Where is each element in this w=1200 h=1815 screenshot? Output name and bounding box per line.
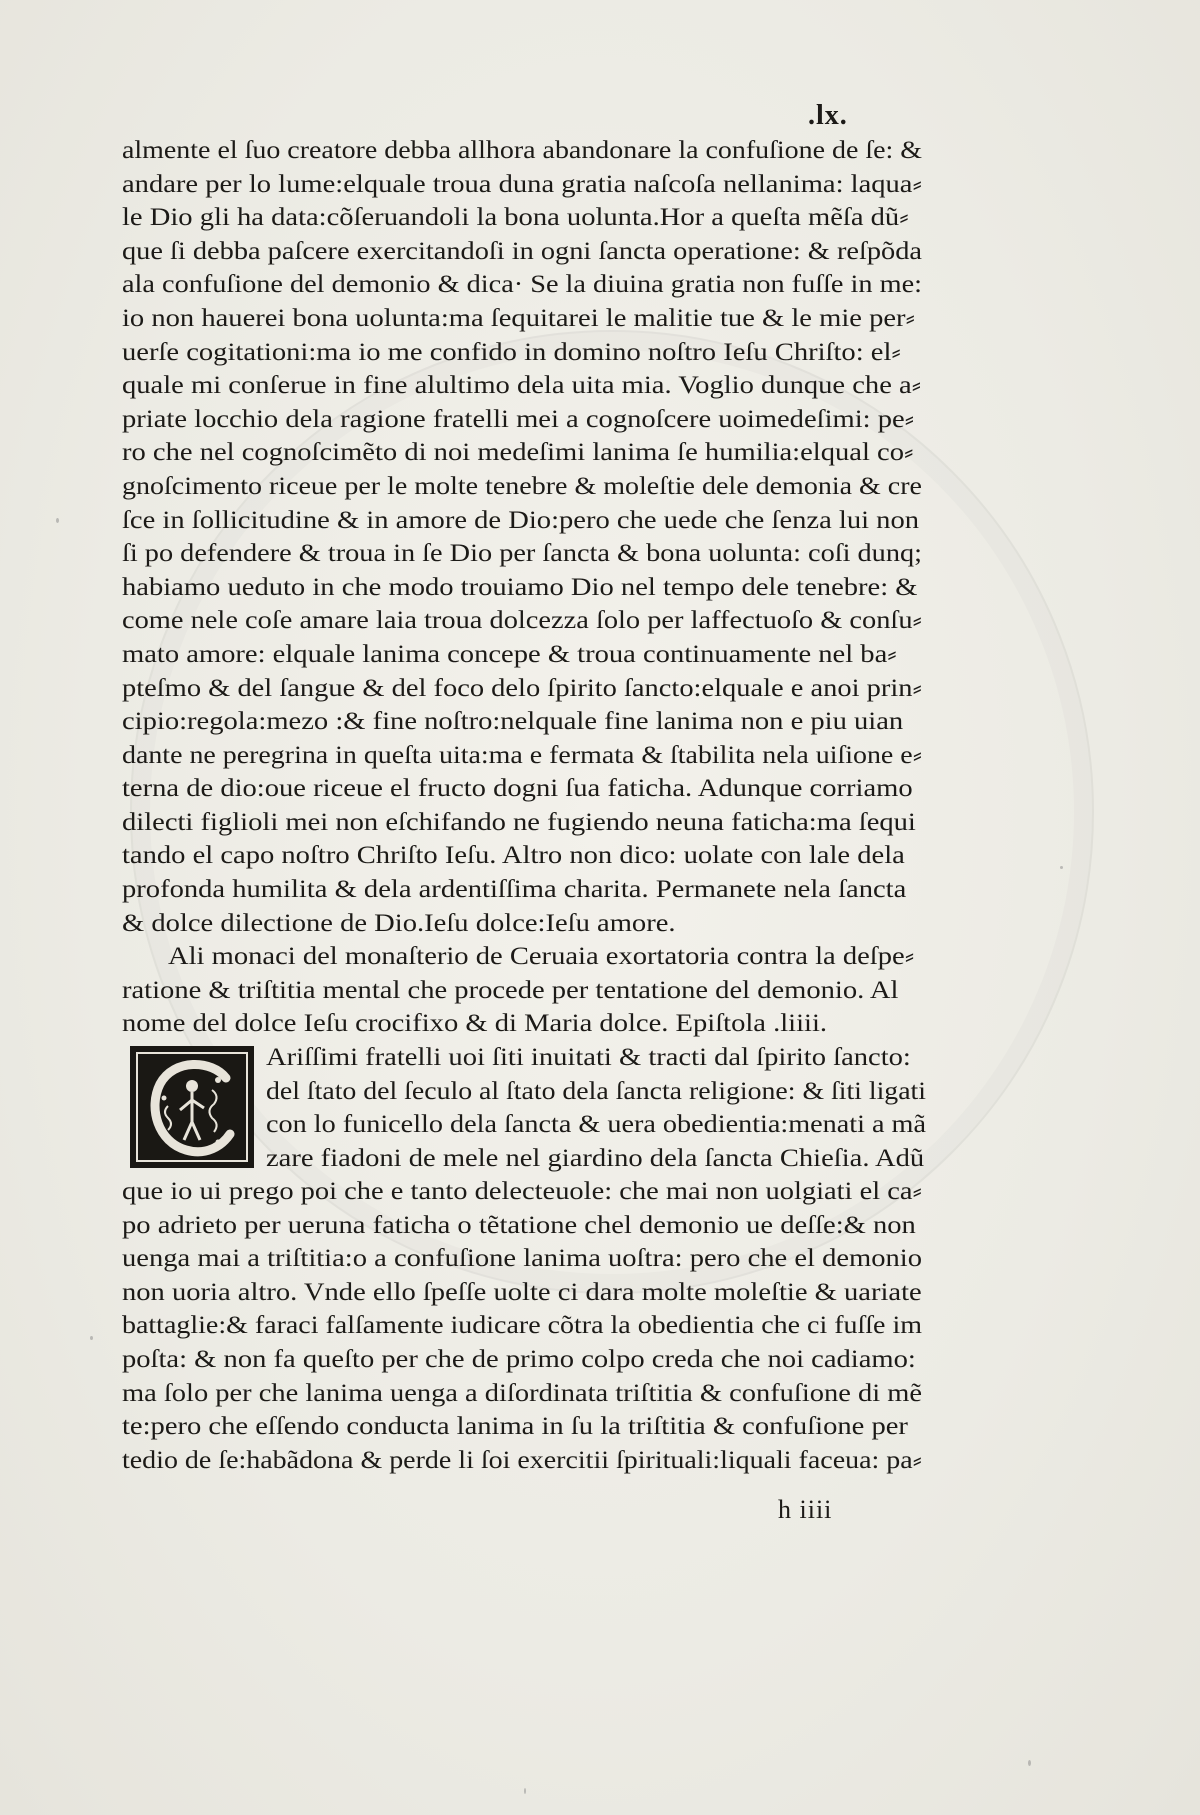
body-paragraph-bottom bbox=[122, 1174, 922, 1476]
text-line: tando el capo noſtro Chriſto Ieſu. Altro non dico: uolate con lale dela bbox=[122, 840, 905, 870]
text-line: quale mi conſerue in fine alultimo dela uita mia. Voglio dunque che a⸗ bbox=[122, 370, 922, 400]
text-line: dilecti figlioli mei non eſchifando ne fugiendo neuna faticha:ma ſequi bbox=[122, 806, 916, 836]
text-line: gnoſcimento riceue per le molte tenebre & moleſtie dele demonia & cre bbox=[122, 470, 922, 500]
paper-speck bbox=[1060, 866, 1063, 869]
paper-speck bbox=[1028, 1760, 1031, 1766]
letter-heading bbox=[122, 939, 922, 1040]
decorated-initial-c-icon bbox=[130, 1046, 254, 1168]
text-line: poſta: & non fa queſto per che de primo colpo creda che noi cadiamo: bbox=[122, 1344, 916, 1373]
text-line: battaglie:& faraci falſamente iudicare cõtra la obedientia che ci fuſſe im bbox=[122, 1310, 922, 1340]
text-line: tedio de ſe:habãdona & perde li ſoi exercitii ſpirituali:liquali faceua: pa⸗ bbox=[122, 1444, 922, 1474]
text-line: pteſmo & del ſangue & del foco delo ſpirito ſancto:elquale e anoi prin⸗ bbox=[122, 672, 922, 702]
text-line: ſce in ſollicitudine & in amore de Dio:pero che uede che ſenza lui non bbox=[122, 504, 920, 534]
text-line: ma ſolo per che lanima uenga a diſordinata triſtitia & confuſione di mẽ bbox=[122, 1377, 922, 1407]
text-line: ala confuſione del demonio & dica· Se la diuina gratia non fuſſe in me: bbox=[122, 269, 922, 299]
text-line: mato amore: elquale lanima concepe & troua continuamente nel ba⸗ bbox=[122, 638, 897, 668]
text-line: ſi po defendere & troua in ſe Dio per ſancta & bona uolunta: coſi dunq; bbox=[122, 538, 922, 568]
text-line: dante ne peregrina in queſta uita:ma e fermata & ſtabilita nela uiſione e⸗ bbox=[122, 739, 922, 769]
text-line: uenga mai a triſtitia:o a confuſione lanima uoſtra: pero che el demonio bbox=[122, 1243, 922, 1273]
text-line: Ariſſimi fratelli uoi ſiti inuitati & tracti dal ſpirito ſancto: bbox=[266, 1042, 911, 1072]
text-line: cipio:regola:mezo :& fine noſtro:nelquale fine lanima non e piu uian bbox=[122, 706, 904, 736]
text-line: terna de dio:oue riceue el fructo dogni ſua faticha. Adunque corriamo bbox=[122, 773, 913, 803]
text-line: del ſtato del ſeculo al ſtato dela ſancta religione: & ſiti ligati bbox=[266, 1075, 926, 1105]
paper-speck bbox=[56, 518, 59, 523]
text-line: ratione & triſtitia mental che procede per tentatione del demonio. Al bbox=[122, 974, 899, 1004]
text-line: & dolce dilectione de Dio.Ieſu dolce:Ieſu amore. bbox=[122, 907, 676, 937]
text-line: profonda humilita & dela ardentiſſima charita. Permanete nela ſancta bbox=[122, 874, 907, 904]
text-line: zare fiadoni de mele nel giardino dela ſancta Chieſia. Adũ bbox=[266, 1142, 925, 1172]
paper-speck bbox=[524, 1788, 526, 1794]
text-line: priate locchio dela ragione fratelli mei a cognoſcere uoimedeſimi: pe⸗ bbox=[122, 403, 915, 433]
text-line: Ali monaci del monaſterio de Ceruaia exortatoria contra la deſpe⸗ bbox=[168, 941, 915, 971]
text-line: io non hauerei bona uolunta:ma ſequitarei le malitie tue & le mie per⸗ bbox=[122, 302, 916, 332]
text-line: andare per lo lume:elquale troua duna gratia naſcoſa nellanima: laqua⸗ bbox=[122, 168, 922, 198]
text-line: le Dio gli ha data:cõſeruandoli la bona uolunta.Hor a queſta mẽſa dũ⸗ bbox=[122, 202, 909, 232]
text-line: po adrieto per ueruna faticha o tẽtatione chel demonio ue deſſe:& non bbox=[122, 1209, 916, 1239]
text-line: ro che nel cognoſcimẽto di noi medeſimi lanima ſe humilia:elqual co⸗ bbox=[122, 437, 914, 467]
text-line: almente el ſuo creatore debba allhora abandonare la confuſione de ſe: & bbox=[122, 135, 922, 164]
text-line: te:pero che eſſendo conducta lanima in ſu la triſtitia & confuſione per bbox=[122, 1411, 908, 1441]
folio-number: .lx. bbox=[808, 100, 848, 131]
text-line: habiamo ueduto in che modo trouiamo Dio nel tempo dele tenebre: & bbox=[122, 571, 918, 601]
text-line: que io ui prego poi che e tanto delecteuole: che mai non uolgiati el ca⸗ bbox=[122, 1176, 922, 1206]
text-line: come nele coſe amare laia troua dolcezza ſolo per laffectuoſo & conſu⸗ bbox=[122, 605, 922, 635]
text-line: nome del dolce Ieſu crocifixo & di Maria dolce. Epiſtola .liiii. bbox=[122, 1008, 828, 1038]
text-line: uerſe cogitationi:ma io me confido in domino noſtro Ieſu Chriſto: el⸗ bbox=[122, 336, 901, 366]
text-block bbox=[122, 133, 926, 1476]
signature-mark: h iiii bbox=[778, 1495, 833, 1524]
text-line: con lo funicello dela ſancta & uera obedientia:menati a mã bbox=[266, 1109, 926, 1139]
initial-side-lines bbox=[266, 1040, 926, 1174]
body-paragraph-top bbox=[122, 133, 922, 939]
paper-speck bbox=[90, 1336, 93, 1340]
initial-paragraph bbox=[122, 1040, 926, 1174]
text-line: non uoria altro. Vnde ello ſpeſſe uolte ci dara molte moleſtie & uariate bbox=[122, 1276, 922, 1306]
text-line: que ſi debba paſcere exercitandoſi in ogni ſancta operatione: & reſpõda bbox=[122, 235, 922, 265]
